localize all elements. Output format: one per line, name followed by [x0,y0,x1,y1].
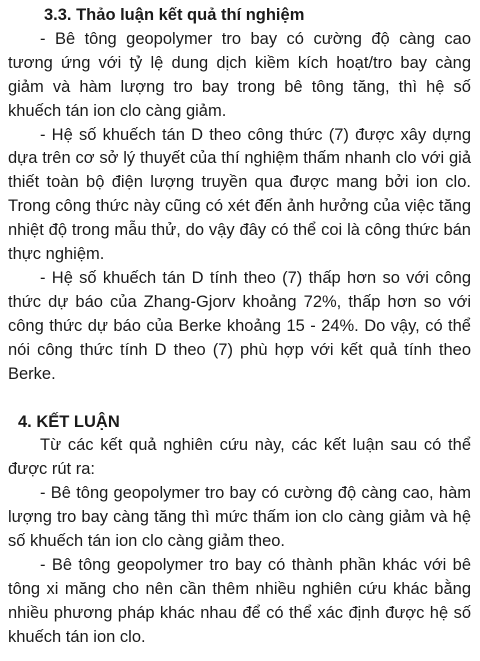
paragraph-comparison: - Hệ số khuếch tán D tính theo (7) thấp hơn so với công thức dự báo của Zhang-Gjorv khoảng 72%, thấp hơn so với công thức dự báo của Berke khoảng 15 - 24%. Do vậy, có thể nói công thức tính D theo (7) phù hợp với kết quả tính theo Berke. [8,268,471,383]
paragraph-conclusion-intro: Từ các kết quả nghiên cứu này, các kết luận sau có thể được rút ra: [8,436,471,479]
paragraph-conclusion-strength: - Bê tông geopolymer tro bay có cường độ càng cao, hàm lượng tro bay càng tăng thì mức thấm ion clo càng giảm và hệ số khuếch tán ion clo càng giảm theo. [8,484,471,551]
section-discussion [8,4,471,387]
section-heading-conclusion: 4. KẾT LUẬN [18,412,120,431]
section-heading-discussion: 3.3. Thảo luận kết quả thí nghiệm [44,6,305,24]
paragraph-conclusion-further-research: - Bê tông geopolymer tro bay có thành phần khác với bê tông xi măng cho nên cần thêm nhiều nghiên cứu khác bằng nhiều phương pháp khác nhau để có thể xác định được hệ số khuếch tán ion clo. [8,555,471,646]
paragraph-diffusion-formula: - Hệ số khuếch tán D theo công thức (7) được xây dựng dựa trên cơ sở lý thuyết của thí nghiệm thấm nhanh clo với giả thiết toàn bộ điện lượng truyền qua được mang bởi ion clo. Trong công thức này cũng có xét đến ảnh hưởng của việc tăng nhiệt độ trong mẫu thử, do vậy đây có thể coi là công thức bán thực nghiệm. [8,125,471,264]
paragraph-strength-chloride: - Bê tông geopolymer tro bay có cường độ càng cao tương ứng với tỷ lệ dung dịch kiềm kích hoạt/tro bay càng giảm và hàm lượng tro bay trong bê tông tăng, thì hệ số khuếch tán ion clo càng giảm. [8,29,471,120]
section-conclusion [8,411,471,650]
